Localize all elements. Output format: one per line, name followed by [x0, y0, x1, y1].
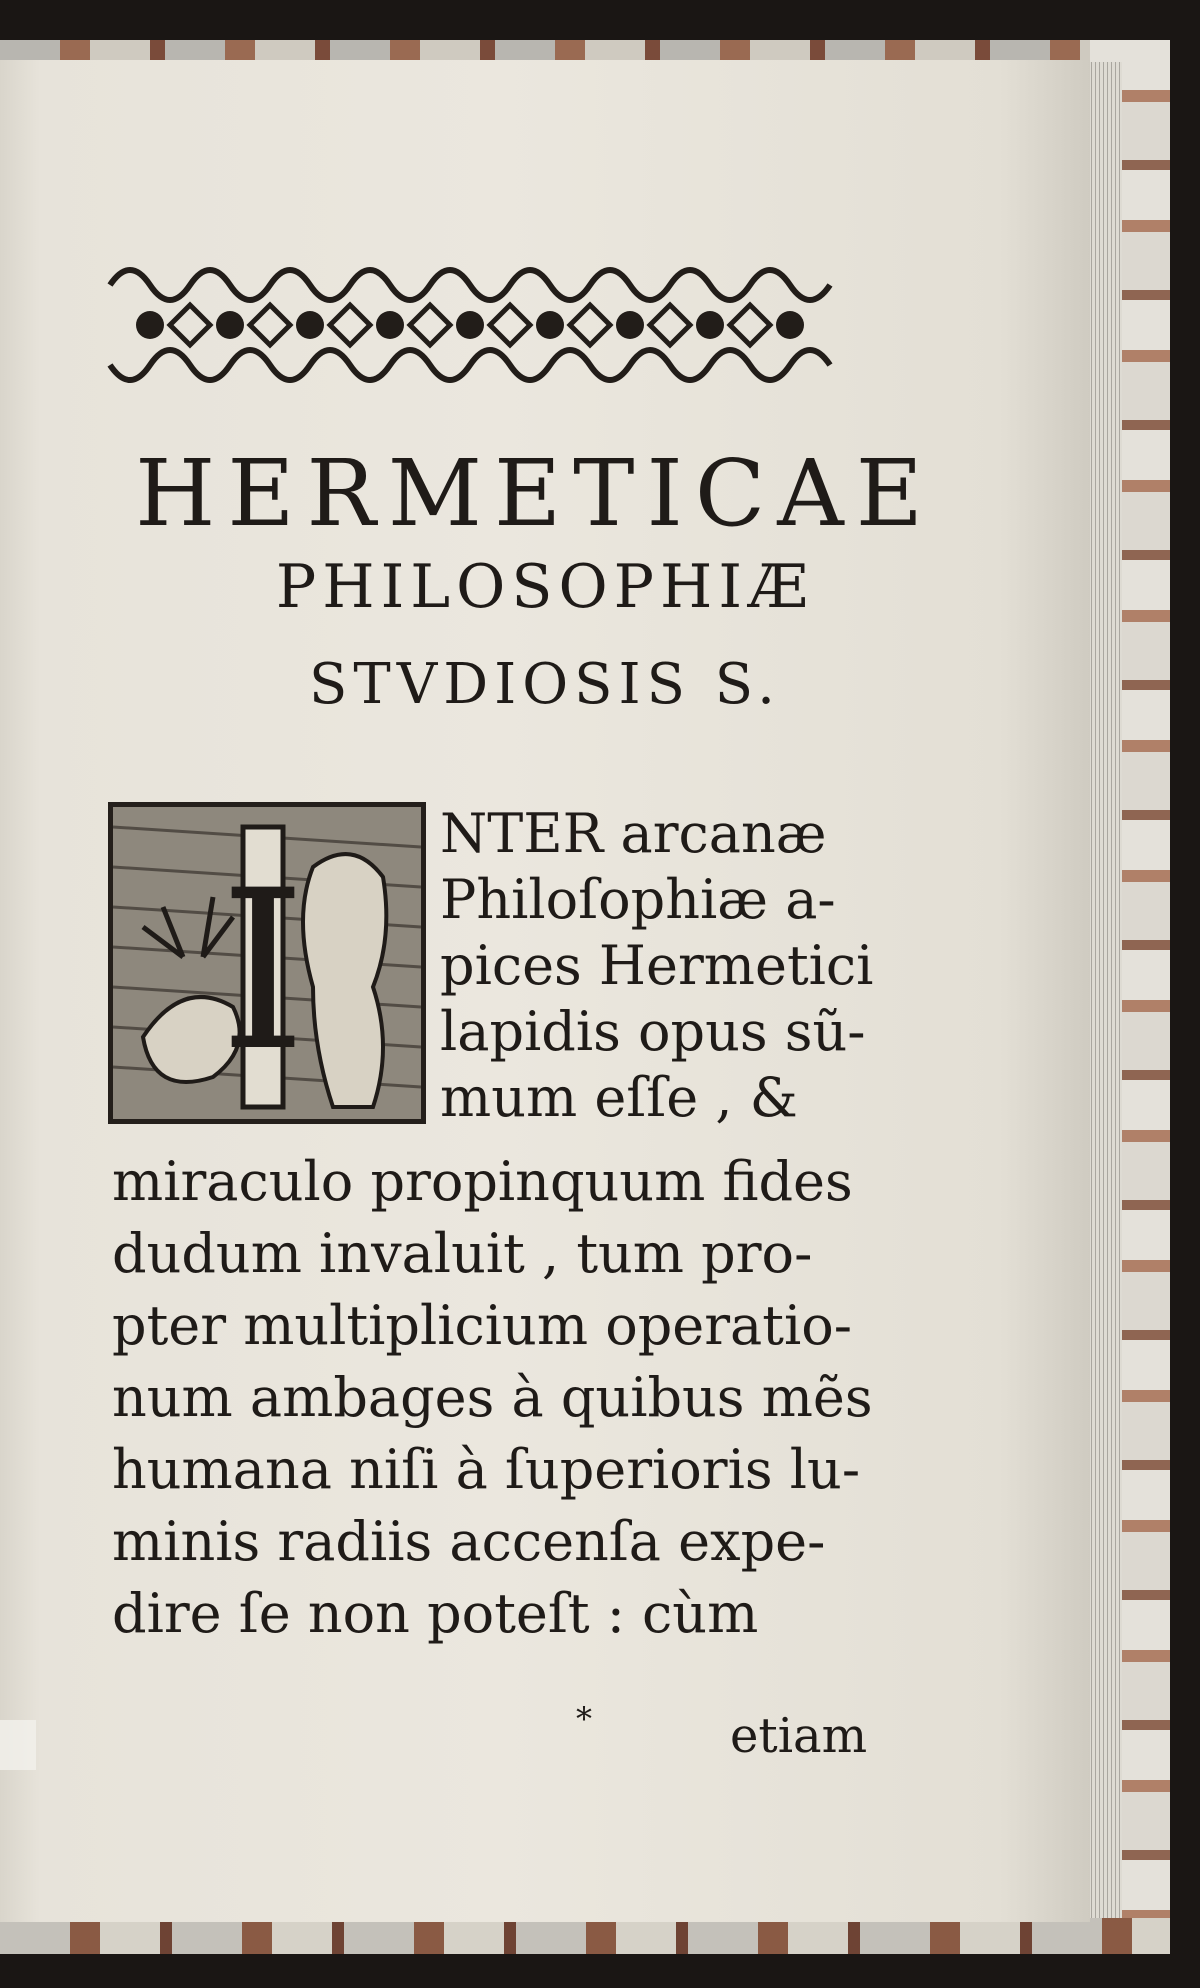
ornamental-headpiece-icon: [100, 245, 840, 405]
text-line: pices Hermetici: [440, 934, 874, 997]
title-line-2: PHILOSOPHIÆ: [275, 552, 815, 622]
paper-damage: [0, 1720, 36, 1770]
text-line: miraculo propinquum fides: [112, 1150, 853, 1213]
catchword: etiam: [730, 1708, 868, 1764]
text-line: mum eſſe , &: [440, 1066, 798, 1129]
bottom-edge-marbled: [0, 1918, 1170, 1954]
woodcut-deer-figure-icon: [113, 807, 421, 1119]
book-page: [0, 60, 1090, 1922]
text-line: dire ſe non poteſt : cùm: [112, 1582, 759, 1645]
woodcut-initial: [108, 802, 426, 1124]
text-line: lapidis opus sũ-: [440, 1000, 866, 1063]
text-line: dudum invaluit , tum pro-: [112, 1222, 813, 1285]
text-line: minis radiis accenſa expe-: [112, 1510, 826, 1573]
text-line: num ambages à quibus mẽs: [112, 1366, 873, 1429]
title-line-3: STVDIOSIS S.: [309, 652, 781, 717]
text-line: NTER arcanæ: [440, 802, 827, 865]
text-line: pter multiplicium operatio-: [112, 1294, 852, 1357]
title-line-1: HERMETICAE: [135, 440, 935, 547]
text-line: humana niſi à ſuperioris lu-: [112, 1438, 861, 1501]
text-line: Philoſophiæ a-: [440, 868, 836, 931]
signature-mark: *: [576, 1700, 592, 1738]
initial-letter-text: I: [219, 843, 307, 1099]
